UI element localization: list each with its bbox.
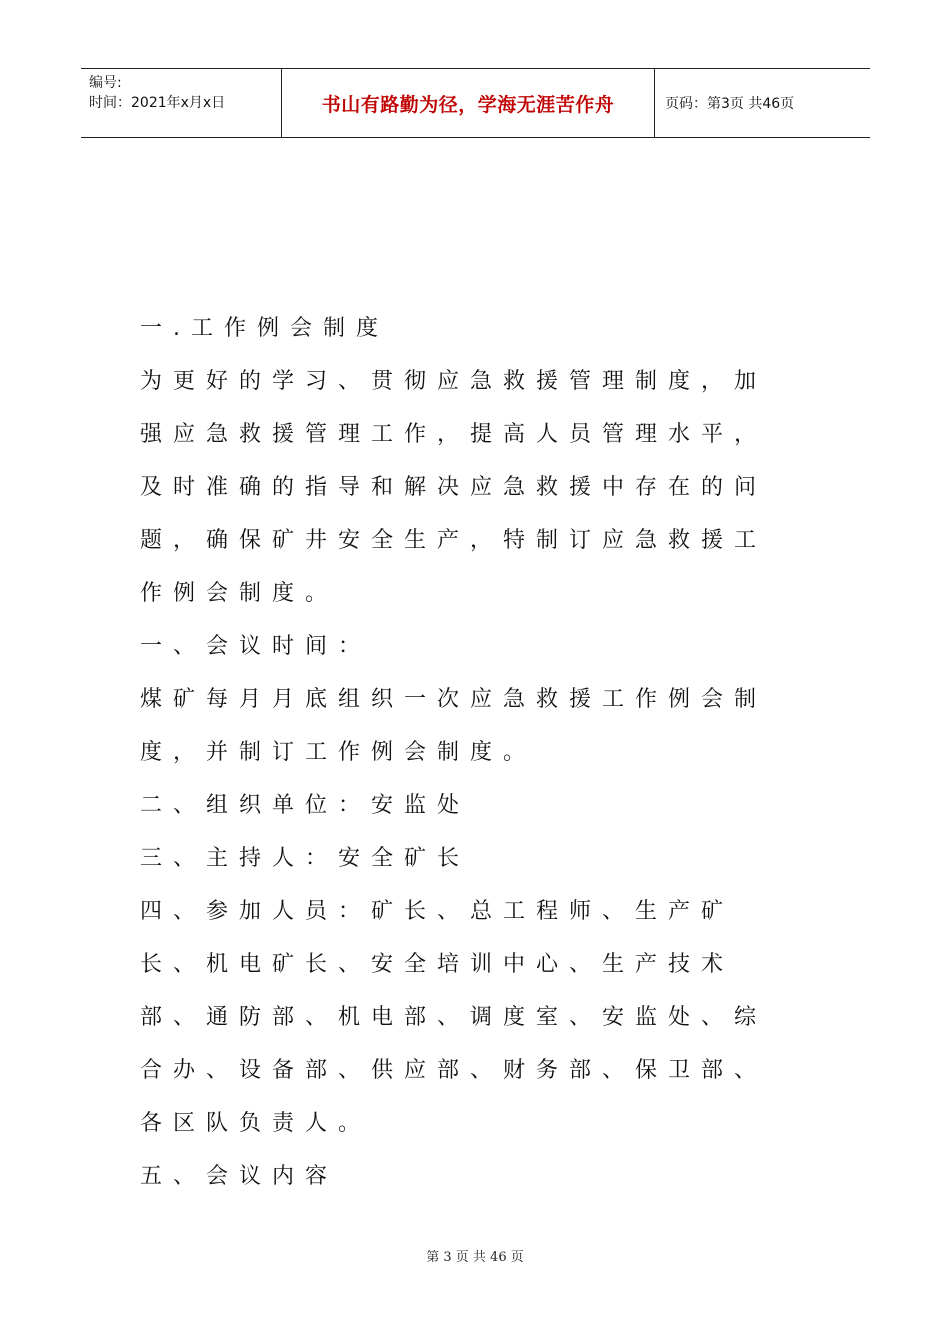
body-line: 作例会制度。 bbox=[140, 581, 339, 606]
body-line: 二、组织单位：安监处 bbox=[140, 793, 471, 818]
body-line: 煤矿每月月底组织一次应急救援工作例会制 bbox=[140, 687, 768, 712]
body-line: 部、通防部、机电部、调度室、安监处、综 bbox=[140, 1005, 768, 1030]
number-label: 编号: bbox=[89, 75, 122, 91]
time-label: 时间：2021年x月x日 bbox=[89, 95, 226, 111]
body-line: 长、机电矿长、安全培训中心、生产技术 bbox=[140, 952, 735, 977]
body-line: 合办、设备部、供应部、财务部、保卫部、 bbox=[140, 1058, 768, 1083]
body-line: 四、参加人员：矿长、总工程师、生产矿 bbox=[140, 899, 735, 924]
body-line: 三、主持人：安全矿长 bbox=[140, 846, 471, 871]
body-line: 及时准确的指导和解决应急救援中存在的问 bbox=[140, 475, 768, 500]
header-page-cell bbox=[655, 69, 870, 137]
footer-page-number: 第 3 页 共 46 页 bbox=[426, 1250, 524, 1265]
header-motto-cell bbox=[282, 69, 655, 137]
motto-text: 书山有路勤为径，学海无涯苦作舟 bbox=[321, 93, 615, 116]
page-footer bbox=[0, 1246, 950, 1265]
document-body bbox=[140, 302, 790, 1203]
body-line: 度，并制订工作例会制度。 bbox=[140, 740, 537, 765]
page-header bbox=[81, 68, 870, 138]
body-line: 五、会议内容 bbox=[140, 1164, 339, 1189]
header-meta-cell bbox=[81, 69, 282, 137]
body-line: 一、会议时间： bbox=[140, 634, 372, 659]
body-line: 一.工作例会制度 bbox=[140, 316, 389, 341]
body-line: 强应急救援管理工作，提高人员管理水平， bbox=[140, 422, 768, 447]
body-line: 题，确保矿井安全生产，特制订应急救援工 bbox=[140, 528, 768, 553]
page-info: 页码：第3页 共46页 bbox=[665, 96, 795, 112]
body-line: 各区队负责人。 bbox=[140, 1111, 372, 1136]
body-line: 为更好的学习、贯彻应急救援管理制度，加 bbox=[140, 369, 768, 394]
